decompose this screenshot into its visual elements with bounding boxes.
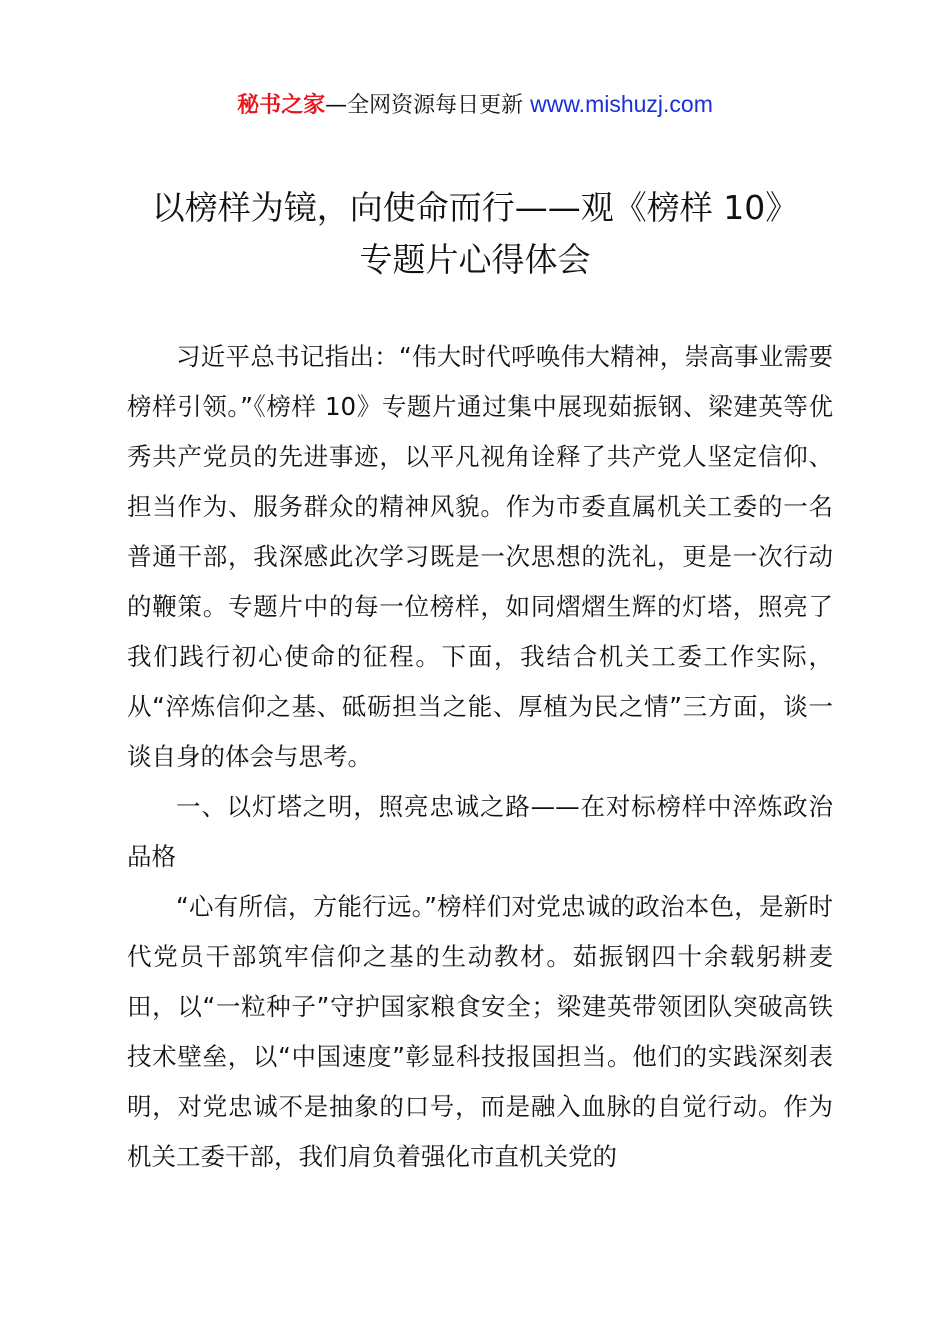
page-header — [0, 88, 950, 122]
paragraph-intro: 习近平总书记指出：“伟大时代呼唤伟大精神，崇高事业需要榜样引领。”《榜样 10》专题片通过集中展现茹振钢、梁建英等优秀共产党员的先进事迹，以平凡视角诠释了共产党人坚定信仰、担当作为、服务群众的精神风貌。作为市委直属机关工委的一名普通干部，我深感此次学习既是一次思想的洗礼，更是一次行动的鞭策。专题片中的每一位榜样，如同熠熠生辉的灯塔，照亮了我们践行初心使命的征程。下面，我结合机关工委工作实际，从“淬炼信仰之基、砥砺担当之能、厚植为民之情”三方面，谈一谈自身的体会与思考。 — [127, 342, 833, 771]
header-tagline: —全网资源每日更新 — [325, 93, 531, 118]
document-title — [60, 182, 890, 286]
title-line-1: 以榜样为镜，向使命而行——观《榜样 10》 — [151, 188, 799, 227]
paragraph-section-1: “心有所信，方能行远。”榜样们对党忠诚的政治本色，是新时代党员干部筑牢信仰之基的生动教材。茹振钢四十余载躬耕麦田，以“一粒种子”守护国家粮食安全；梁建英带领团队突破高铁技术壁垒，以“中国速度”彰显科技报国担当。他们的实践深刻表明，对党忠诚不是抽象的口号，而是融入血脉的自觉行动。作为机关工委干部，我们肩负着强化市直机关党的 — [127, 892, 833, 1171]
section-heading-1: 一、以灯塔之明，照亮忠诚之路——在对标榜样中淬炼政治品格 — [127, 792, 833, 871]
site-url-link[interactable]: www.mishuzj.com — [530, 91, 713, 117]
document-body — [127, 332, 833, 1182]
title-line-2: 专题片心得体会 — [359, 240, 591, 279]
brand-name: 秘书之家 — [237, 93, 326, 118]
